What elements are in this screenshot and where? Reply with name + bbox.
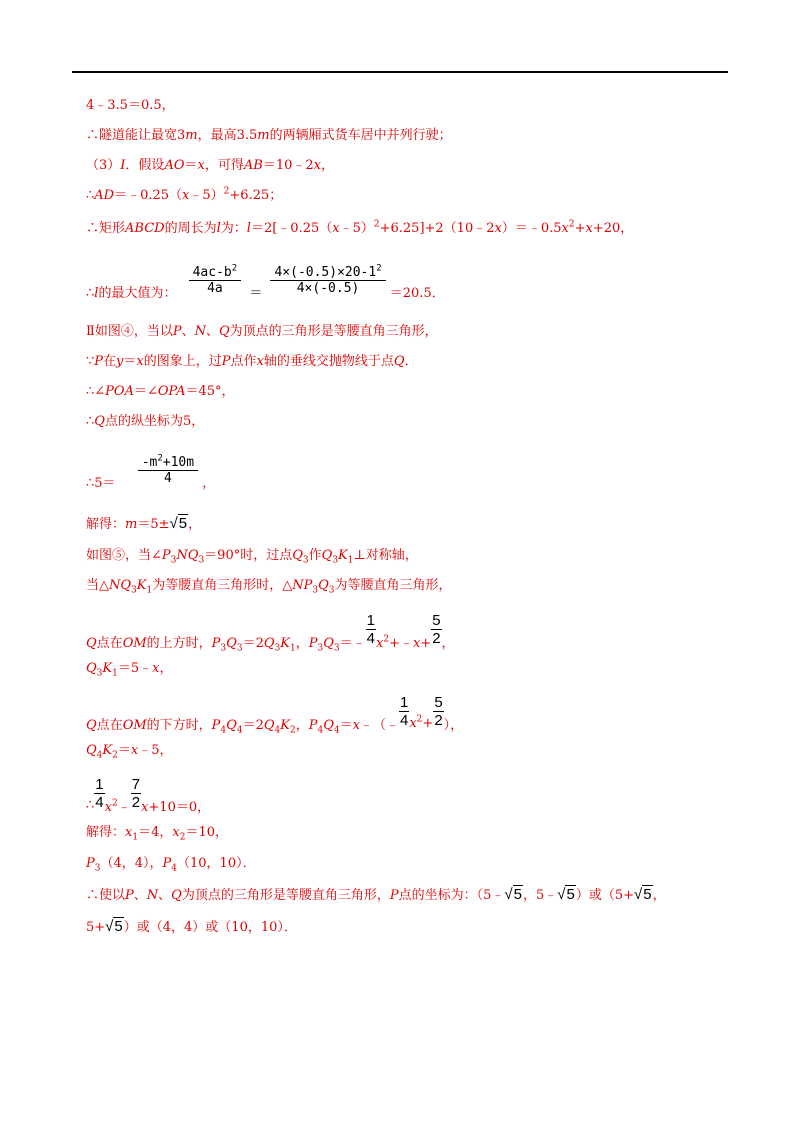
var: P xyxy=(211,636,221,651)
var: P xyxy=(308,636,318,651)
sqrt-5 xyxy=(170,514,189,532)
subscript: 3 xyxy=(333,643,340,654)
text: ）或（4，4）或（10，10）． xyxy=(123,920,297,935)
text: ， xyxy=(320,158,334,173)
text: ⊥对称轴， xyxy=(353,548,418,563)
numerator: 1 xyxy=(366,612,375,629)
solution-line-19 xyxy=(86,772,210,815)
subscript: 3 xyxy=(170,555,177,566)
text: ＝5± xyxy=(137,517,170,532)
subscript: 1 xyxy=(112,668,118,679)
radicand: 5 xyxy=(114,918,123,935)
text: ∴ xyxy=(86,798,95,813)
text: ）或（5+ xyxy=(575,888,634,903)
text: ． xyxy=(404,354,418,369)
text: （4，4）， xyxy=(100,856,163,871)
var: x xyxy=(125,825,133,840)
subscript: 3 xyxy=(94,863,101,874)
solution-line-15 xyxy=(86,608,455,654)
text: 轴的垂线交抛物线于点 xyxy=(263,354,394,369)
exponent: 2 xyxy=(373,219,380,230)
var: P xyxy=(86,856,95,871)
subscript: 1 xyxy=(347,555,354,566)
exponent: 2 xyxy=(568,219,575,230)
var: P xyxy=(389,888,399,903)
text: ， xyxy=(441,636,455,651)
text: 点作 xyxy=(230,354,257,369)
var: Q xyxy=(171,888,182,903)
solution-line-7 xyxy=(86,324,438,340)
subscript: 3 xyxy=(96,668,103,679)
text: ＝ xyxy=(184,158,198,173)
var: OM xyxy=(122,718,147,733)
text: 点在 xyxy=(96,718,123,733)
radical-sign: √ xyxy=(557,886,566,903)
text: ＝﹣0.25（ xyxy=(114,188,183,203)
num-text: 4×(-0.5)×20-1 xyxy=(274,265,377,280)
text-wrap xyxy=(141,772,210,815)
var: x xyxy=(172,825,180,840)
solution-line-2 xyxy=(86,128,452,144)
radical-sign: √ xyxy=(105,918,114,935)
var: NQ xyxy=(176,548,199,563)
header-rule xyxy=(72,71,728,73)
radical-sign: √ xyxy=(504,886,513,903)
var: x xyxy=(352,718,360,733)
solution-line-10 xyxy=(86,414,204,430)
var: K xyxy=(102,743,113,758)
var: P xyxy=(172,324,182,339)
denominator: 4 xyxy=(399,712,409,729)
text: ∴ xyxy=(86,414,95,429)
var: x xyxy=(182,188,190,203)
solution-line-22 xyxy=(86,887,666,904)
exponent: 2 xyxy=(231,263,238,274)
var: m xyxy=(257,128,270,143)
var: x xyxy=(256,354,264,369)
subscript: 4 xyxy=(171,863,178,874)
var: m xyxy=(185,128,198,143)
text: ∴使以 xyxy=(86,888,126,903)
text: ＝10﹣2 xyxy=(262,158,314,173)
var: l xyxy=(246,221,251,236)
text: ＝ xyxy=(117,743,131,758)
text: ﹣5） xyxy=(339,221,374,236)
subscript: 4 xyxy=(274,725,281,736)
var: x xyxy=(585,221,593,236)
denominator: 2 xyxy=(432,630,441,647)
text: 的周长为 xyxy=(164,221,217,236)
var: Q xyxy=(263,636,275,651)
text-wrap xyxy=(105,772,131,815)
subscript: 2 xyxy=(112,750,118,761)
numerator xyxy=(270,265,385,281)
text-wrap xyxy=(86,608,366,654)
num-text: 4ac-b xyxy=(192,265,232,280)
var: P xyxy=(125,888,134,903)
subscript: 3 xyxy=(317,643,324,654)
var: OM xyxy=(122,636,147,651)
text: ∴ xyxy=(86,188,95,203)
subscript: 4 xyxy=(96,750,103,761)
text: 、 xyxy=(181,324,195,339)
numerator: 7 xyxy=(131,776,141,793)
sqrt-5 xyxy=(105,917,124,935)
var: x xyxy=(104,800,112,815)
exponent: 2 xyxy=(416,714,423,725)
var: Q xyxy=(323,636,334,651)
var: N xyxy=(194,324,206,339)
var: K xyxy=(280,636,290,651)
text: ＝5﹣ xyxy=(117,661,153,676)
num-text: +10m xyxy=(162,455,195,470)
subscript: 2 xyxy=(289,725,296,736)
var: Q xyxy=(292,548,303,563)
denominator: 2 xyxy=(131,794,141,811)
fraction-one-quarter xyxy=(366,612,376,647)
var: Q xyxy=(226,636,237,651)
text: 5+ xyxy=(86,920,106,935)
var: I xyxy=(120,158,126,173)
var: P xyxy=(308,718,318,733)
var: l xyxy=(94,286,99,301)
fraction-substituted xyxy=(270,265,385,296)
text: + xyxy=(422,716,434,731)
denominator: 4 xyxy=(163,471,172,486)
text: 为等腰直角三角形， xyxy=(334,578,452,593)
text: ＝∠ xyxy=(133,384,158,399)
subscript: 3 xyxy=(312,585,319,596)
solution-line-3 xyxy=(86,158,334,174)
var: NQ xyxy=(109,578,132,593)
var: Q xyxy=(226,718,237,733)
text: 当△ xyxy=(86,578,109,593)
solution-line-5 xyxy=(86,221,633,237)
denominator: 4 xyxy=(95,794,104,811)
text: ﹣5， xyxy=(138,743,173,758)
text: 、 xyxy=(205,324,219,339)
var: AD xyxy=(94,188,115,203)
var: N xyxy=(146,888,159,903)
subscript: 3 xyxy=(328,585,335,596)
subscript: 4 xyxy=(333,725,340,736)
text: + xyxy=(420,636,432,651)
text: +20， xyxy=(592,221,634,236)
subscript: 4 xyxy=(317,725,324,736)
subscript: 1 xyxy=(146,585,153,596)
var: P xyxy=(221,354,231,369)
var: OPA xyxy=(157,384,186,399)
text-wrap xyxy=(409,692,433,731)
solution-line-21 xyxy=(86,856,256,872)
sqrt-5 xyxy=(504,885,523,903)
text: ﹣5） xyxy=(189,188,224,203)
var: K xyxy=(102,661,113,676)
text: 如图⑤，当∠ xyxy=(86,548,162,563)
text: +6.25]+2（10﹣2 xyxy=(379,221,495,236)
solution-line-20 xyxy=(86,825,228,841)
var: P xyxy=(211,718,221,733)
text: ）， xyxy=(443,718,464,733)
text: 解得： xyxy=(86,825,126,840)
text: ．假设 xyxy=(125,158,165,173)
var: Q xyxy=(219,324,230,339)
fraction-seven-halves xyxy=(131,776,141,811)
var: y xyxy=(116,354,124,369)
var: ABCD xyxy=(125,221,165,236)
subscript: 3 xyxy=(198,555,205,566)
exponent: 2 xyxy=(111,798,118,809)
exponent: 2 xyxy=(223,186,230,197)
text: +﹣ xyxy=(389,636,413,651)
var: x xyxy=(136,354,144,369)
subscript: 3 xyxy=(236,643,243,654)
var: POA xyxy=(105,384,134,399)
text: ∴矩形 xyxy=(86,221,126,236)
var: Q xyxy=(263,718,275,733)
text: ﹣ xyxy=(117,800,131,815)
text: 为顶点的三角形是等腰直角三角形， xyxy=(181,888,390,903)
subscript: 4 xyxy=(236,725,243,736)
text: 的上方时， xyxy=(146,636,212,651)
text: 为： xyxy=(220,221,247,236)
exponent: 2 xyxy=(376,263,382,274)
text: ，最高3.5 xyxy=(197,128,258,143)
text: 为等腰直角三角形时，△ xyxy=(152,578,293,593)
denominator: 4 xyxy=(366,630,375,647)
var: x xyxy=(313,158,321,173)
numerator xyxy=(189,265,242,281)
numerator: 1 xyxy=(95,776,104,793)
text: ＝90°时，过点 xyxy=(204,548,293,563)
text: ＝2 xyxy=(242,636,264,651)
text: 、 xyxy=(158,888,172,903)
text: 在 xyxy=(103,354,117,369)
text: ，可得 xyxy=(204,158,244,173)
subscript: 2 xyxy=(179,832,186,843)
text: ＝2 xyxy=(242,718,264,733)
solution-line-11 xyxy=(86,450,215,491)
var: x xyxy=(152,661,160,676)
text: ∴ xyxy=(86,286,95,301)
var: x xyxy=(130,743,139,758)
text: 作 xyxy=(308,548,322,563)
text: 解得： xyxy=(86,517,126,532)
var: x xyxy=(332,221,340,236)
text: 、 xyxy=(133,888,147,903)
text: 的下方时， xyxy=(146,718,212,733)
var: Q xyxy=(86,636,97,651)
sqrt-5 xyxy=(634,885,653,903)
fraction-one-quarter xyxy=(399,694,409,729)
text-wrap xyxy=(86,260,176,301)
radicand: 5 xyxy=(513,886,522,903)
text: 为顶点的三角形是等腰直角三角形， xyxy=(229,324,438,339)
numerator: 1 xyxy=(399,694,409,711)
text: ， xyxy=(295,636,309,651)
text: ＝2[﹣0.25（ xyxy=(250,221,333,236)
var: P xyxy=(161,548,171,563)
var: AO xyxy=(164,158,185,173)
subscript: 1 xyxy=(289,643,296,654)
subscript: 3 xyxy=(220,643,227,654)
sqrt-5 xyxy=(557,885,576,903)
solution-line-12 xyxy=(86,516,201,533)
var: Q xyxy=(86,718,97,733)
var: K xyxy=(338,548,348,563)
text: ， xyxy=(652,888,666,903)
text: ， xyxy=(188,517,202,532)
text: 点的坐标为：（5﹣ xyxy=(398,888,505,903)
text: ＝45°， xyxy=(185,384,235,399)
text: ＝ xyxy=(339,718,353,733)
var: x xyxy=(197,158,205,173)
text: ＝10， xyxy=(185,825,228,840)
text: +6.25； xyxy=(229,188,283,203)
solution-line-14 xyxy=(86,578,452,594)
var: K xyxy=(280,718,290,733)
solution-line-8 xyxy=(86,354,418,370)
solution-line-4 xyxy=(86,188,282,204)
solution-line-23 xyxy=(86,919,297,936)
text: ， xyxy=(202,476,216,491)
var: P xyxy=(94,354,104,369)
solution-line-13 xyxy=(86,548,418,564)
var: K xyxy=(136,578,147,593)
subscript: 4 xyxy=(220,725,227,736)
text: +10＝0， xyxy=(148,800,211,815)
var: l xyxy=(216,221,221,236)
text: ﹣（﹣ xyxy=(359,718,399,733)
solution-line-16 xyxy=(86,661,173,677)
var: x xyxy=(561,221,569,236)
text-wrap xyxy=(376,608,431,651)
var: P xyxy=(162,856,172,871)
fraction-one-quarter xyxy=(94,776,104,811)
var: Q xyxy=(86,661,97,676)
equals-sign: ＝ xyxy=(249,286,263,301)
text: ＝﹣ xyxy=(339,636,366,651)
numerator xyxy=(138,455,198,471)
fraction-five-halves xyxy=(433,694,443,729)
text: ， xyxy=(159,661,173,676)
text: ）＝﹣0.5 xyxy=(501,221,562,236)
solution-line-9 xyxy=(86,384,235,400)
fraction-five-halves xyxy=(431,612,441,647)
subscript: 1 xyxy=(132,832,139,843)
radicand: 5 xyxy=(566,886,575,903)
text: + xyxy=(574,221,586,236)
var: AB xyxy=(243,158,263,173)
var: x xyxy=(375,636,384,651)
text: 的两辆厢式货车居中并列行驶； xyxy=(269,128,452,143)
text: Ⅱ如图④，当以 xyxy=(86,324,173,339)
solution-line-1 xyxy=(86,98,175,114)
num-text: -m xyxy=(141,455,158,470)
text: ∴5＝ xyxy=(86,476,116,491)
text: （10，10）． xyxy=(177,856,256,871)
exponent: 2 xyxy=(383,634,390,645)
solution-line-6 xyxy=(86,260,445,301)
text: ＝4， xyxy=(138,825,173,840)
text: ＝ xyxy=(123,354,137,369)
text: ，5﹣ xyxy=(522,888,558,903)
var: Q xyxy=(393,354,405,369)
denominator: 2 xyxy=(434,712,443,729)
text: 的最大值为： xyxy=(98,286,177,301)
text: 4﹣3.5＝0.5， xyxy=(86,98,175,113)
text: 的图象上，过 xyxy=(143,354,222,369)
radicand: 5 xyxy=(178,515,188,532)
var: m xyxy=(125,517,138,532)
var: x xyxy=(141,800,149,815)
subscript: 3 xyxy=(302,555,309,566)
var: Q xyxy=(86,743,97,758)
radical-sign: √ xyxy=(634,886,643,903)
subscript: 3 xyxy=(332,555,339,566)
text: ∵ xyxy=(86,354,95,369)
solution-line-17 xyxy=(86,690,464,736)
var: Q xyxy=(318,578,329,593)
var: x xyxy=(412,636,421,651)
exponent: 2 xyxy=(157,453,163,464)
text: ∴隧道能让最宽3 xyxy=(86,128,186,143)
text: ∴∠ xyxy=(86,384,106,399)
text: ， xyxy=(295,718,309,733)
numerator: 5 xyxy=(432,612,441,629)
fraction-vertex-formula xyxy=(189,265,242,296)
text: （3） xyxy=(86,158,121,173)
var: Q xyxy=(323,718,334,733)
denominator: 4×(-0.5) xyxy=(296,281,360,296)
var: NP xyxy=(292,578,313,593)
subscript: 3 xyxy=(274,643,281,654)
result: ＝20.5． xyxy=(389,286,445,301)
radical-sign: √ xyxy=(169,515,178,532)
solution-line-18 xyxy=(86,743,173,759)
fraction-m-expression xyxy=(138,455,198,486)
var: Q xyxy=(94,414,105,429)
radicand: 5 xyxy=(643,886,652,903)
text: 点在 xyxy=(96,636,123,651)
var: x xyxy=(409,716,417,731)
numerator: 5 xyxy=(434,694,443,711)
text: 点的纵坐标为5， xyxy=(104,414,205,429)
denominator: 4a xyxy=(207,281,223,296)
text-wrap xyxy=(86,690,399,736)
var: Q xyxy=(321,548,333,563)
subscript: 3 xyxy=(131,585,137,596)
var: x xyxy=(494,221,502,236)
